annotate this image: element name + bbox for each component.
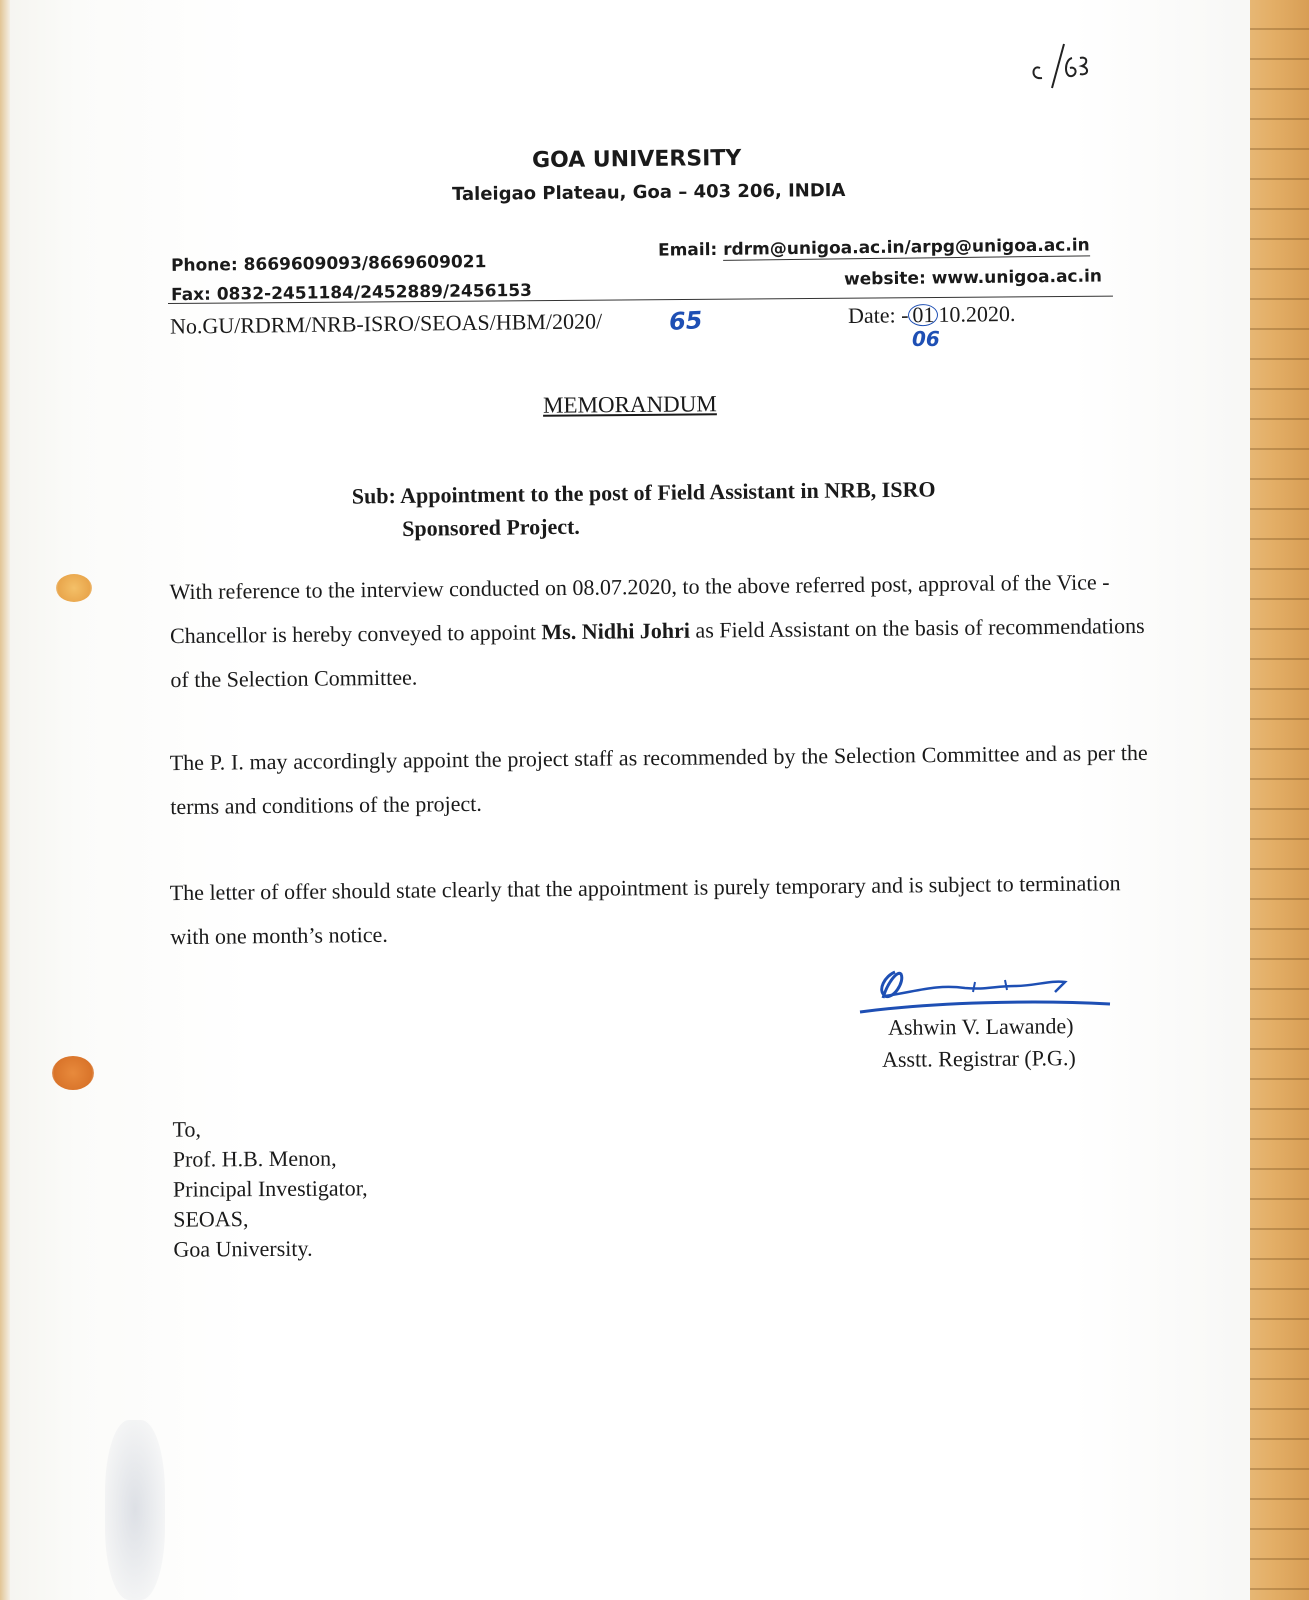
handwritten-file-mark (1020, 30, 1100, 100)
email-line (658, 235, 1090, 260)
recipient-line: To, (172, 1116, 202, 1142)
subject-line (352, 472, 936, 545)
handwritten-date-correction: 06 (912, 327, 940, 351)
university-address: Taleigao Plateau, Goa – 403 206, INDIA (451, 179, 846, 206)
email-label: Email: (657, 239, 724, 261)
signatory-title: Asstt. Registrar (P.G.) (881, 1045, 1076, 1072)
website-line: website: www.unigoa.ac.in (843, 266, 1103, 290)
date-day-circled: 01 (908, 304, 938, 326)
recipient-line: Goa University. (173, 1235, 313, 1262)
email-address: rdrm@unigoa.ac.in/arpg@unigoa.ac.in (723, 235, 1090, 260)
body-paragraph-3: The letter of offer should state clearly that the appointment is purely temporary and is subject to termination with one month’s notice. (169, 870, 1121, 950)
university-name: GOA UNIVERSITY (531, 145, 742, 174)
signatory-name: Ashwin V. Lawande) (887, 1013, 1074, 1040)
fax-numbers: Fax: 0832-2451184/2452889/2456153 (170, 280, 533, 306)
memo-date (848, 301, 1016, 329)
page-edge-right (1250, 0, 1309, 1600)
recipient-line: SEOAS, (173, 1206, 249, 1232)
paper-stain (52, 1056, 94, 1090)
date-rest: 10.2020. (938, 300, 1016, 327)
reference-number: No.GU/RDRM/NRB-ISRO/SEOAS/HBM/2020/ (169, 308, 603, 339)
page-edge-left (0, 0, 10, 1600)
paragraph-text: With reference to the interview conducted on 08.07.2020, to the above referred post, approval of the Vice - Chancellor is hereby conveyed to appoint (169, 569, 1110, 649)
paragraph-text: as Field Assistant on the basis of recommendations of the Selection Committee. (170, 612, 1145, 693)
date-prefix: Date: - (847, 302, 909, 329)
subject-line-2: Sponsored Project. (402, 513, 580, 541)
paper-smudge (105, 1420, 165, 1600)
paper-stain (56, 574, 92, 602)
body-paragraph-1 (169, 560, 1155, 702)
body-paragraph-2: The P. I. may accordingly appoint the project staff as recommended by the Selection Committee and as per the terms and conditions of the project. (169, 739, 1148, 820)
subject-line-1: Sub: Appointment to the post of Field Assistant in NRB, ISRO (351, 476, 936, 509)
appointee-name: Ms. Nidhi Johri (541, 617, 691, 645)
recipient-address (172, 1113, 368, 1264)
document-title: MEMORANDUM (542, 391, 717, 418)
recipient-line: Prof. H.B. Menon, (172, 1145, 337, 1172)
handwritten-reference-number: 65 (668, 306, 704, 336)
recipient-line: Principal Investigator, (172, 1175, 368, 1202)
phone-numbers: Phone: 8669609093/8669609021 (170, 252, 487, 276)
